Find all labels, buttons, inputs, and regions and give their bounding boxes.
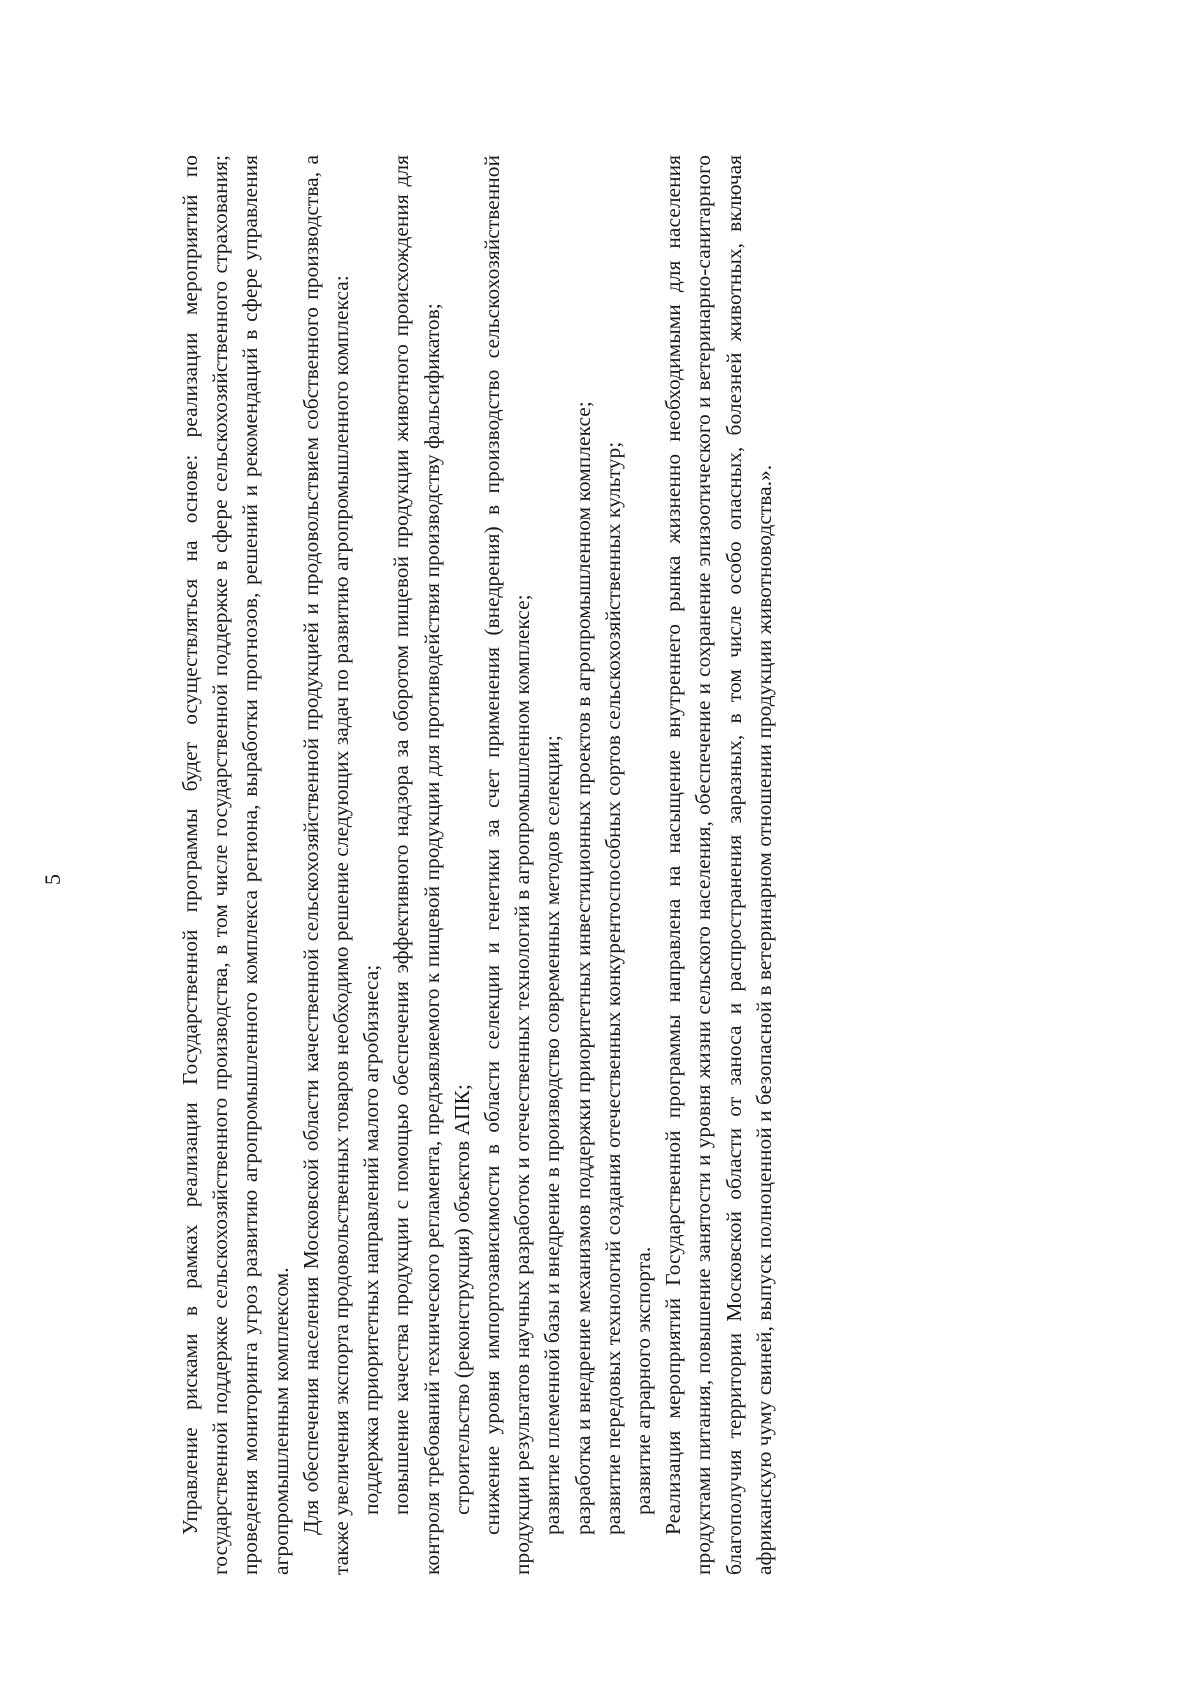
list-item-product-quality: повышение качества продукции с помощью обеспечения эффективного надзора за оборотом пищевой продукции животного происхождения для контроля требований технического регламента, предъявляемого к пищевой продукции для противодействия производству фальсификатов; (389, 155, 444, 1575)
paragraph-tasks-intro: Для обеспечения населения Московской области качественной сельскохозяйственной продукцией и продовольствием собственного производства, а также увеличения экспорта продовольственных товаров необходимо решение следующих задач по развитию агропромышленного комплекса: (298, 155, 354, 1575)
list-item-investment-projects: разработка и внедрение механизмов поддержки приоритетных инвестиционных проектов в агропромышленном комплексе; (570, 401, 595, 1535)
list-item-agrarian-export: развитие аграрного экспорта. (631, 1246, 656, 1515)
rotated-content (40, 155, 1025, 1575)
list-item-small-agribusiness: поддержка приоритетных направлений малого агробизнеса; (359, 964, 384, 1515)
paragraph-risk-management: Управление рисками в рамках реализации Государственной программы будет осуществляться на основе: реализации мероприятий по государственной поддержке сельскохозяйственного производства, в том числе государственной поддержке в сфере сельскохозяйственного страхования; проведения мониторинга угроз развитию агропромышленного комплекса региона, выработки прогнозов, решений и рекомендаций в сфере управления агропромышленным комплексом. (178, 155, 293, 1575)
list-item-construction: строительство (реконструкция) объектов АПК; (449, 1084, 474, 1515)
page-number: 5 (40, 874, 65, 885)
paragraph-program-implementation: Реализация мероприятий Государственной программы направлена на насыщение внутреннего рынка жизненно необходимыми для населения продуктами питания, повышение занятости и уровня жизни сельского населения, обеспечение и сохранение эпизоотического и ветеринарно-санитарного благополучия территории Московской области от заноса и распространения заразных, в том числе особо опасных, болезней животных, включая африканскую чуму свиней, выпуск полноценной и безопасной в ветеринарном отношении продукции животноводства.». (661, 155, 776, 1575)
document-body (175, 155, 779, 1575)
list-item-advanced-technologies: развитие передовых технологий создания отечественных конкурентоспособных сортов сельскохозяйственных культур; (600, 441, 625, 1535)
list-item-breeding-base: развитие племенной базы и внедрение в производство современных методов селекции; (540, 735, 565, 1535)
list-item-import-dependency: снижение уровня импортозависимости в области селекции и генетики за счет применения (внедрения) в производство сельскохозяйственной продукции результатов научных разработок и отечественных технологий в агропромышленном комплексе; (480, 155, 535, 1575)
